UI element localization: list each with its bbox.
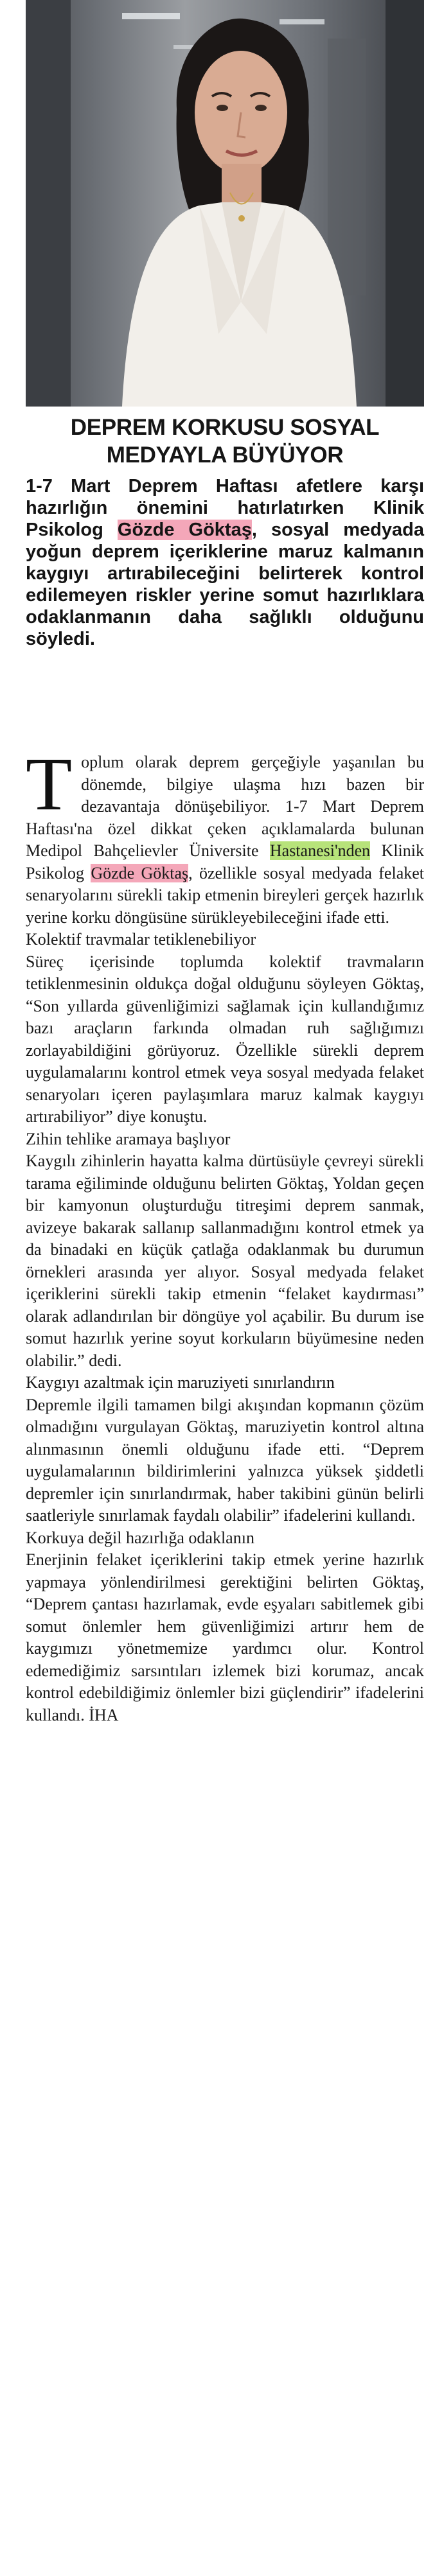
intro-text-3: , özellikle sosyal medyada felaket senaryolarını sürekli takip etmenin bireyleri gerçek hazırlık yerine korku döngüsüne sürükleyebileceğini ifade etti. <box>26 863 424 927</box>
drop-cap: T <box>26 742 73 826</box>
intro-paragraph <box>26 742 424 929</box>
section-paragraph: Kaygılı zihinlerin hayatta kalma dürtüsüyle çevreyi sürekli tarama eğiliminde olduğunu belirten Göktaş, Yoldan geçen bir kamyonun oluşturduğu titreşimi deprem sanmak, avizeye bakarak sallanıp sallanmadığını kontrol etmek ya da binadaki en küçük çatlağa odaklanmak bu durumun örnekleri arasında yer alıyor. Sosyal medyada felaket içeriklerini sürekli takip etmenin “felaket kaydırması” olarak adlandırılan bir döngüye yol açabilir. Bu durum ise somut hazırlık yerine soyut korkuların büyümesine neden olabilir.” dedi. <box>26 1152 424 1370</box>
lead-text-1: 1-7 Mart Deprem Haftası afetlere karşı hazırlığın önemini hatırlatırken Klinik Psikolog <box>26 476 424 540</box>
section-subhead: Zihin tehlike aramaya başlıyor <box>26 1129 231 1148</box>
lead-paragraph <box>26 475 424 650</box>
headline: DEPREM KORKUSU SOSYAL MEDYAYLA BÜYÜYOR <box>70 415 380 468</box>
intro-text-2: Klinik Psikolog <box>26 841 424 882</box>
section-paragraph: Depremle ilgili tamamen bilgi akışından kopmanın çözüm olmadığını vurgulayan Göktaş, maruziyetin kontrol altına alınmasının önemli olduğunu ifade etti. “Deprem uygulamalarının bildirimlerini yalnızca yüksek şiddetli depremler için sınırlandırmak, haber takibini günün belirli saatleriyle sınırlamak faydalı olabilir” ifadelerini kullandı. <box>26 1395 424 1525</box>
section-subhead: Korkuya değil hazırlığa odaklanın <box>26 1528 254 1547</box>
section-subhead: Kaygıyı azaltmak için maruziyeti sınırlandırın <box>26 1373 335 1392</box>
section-paragraph: Süreç içerisinde toplumda kolektif travmaların tetiklenmesinin oldukça doğal olduğunu söyleyen Göktaş, “Son yıllarda güvenliğimizi sağlamak için kullandığımız bazı araçların farkında olmadan ruh sağlığımızı zorlayabildiğini görüyoruz. Özellikle sürekli deprem uygulamalarını kontrol etmek veya sosyal medyada felaket senaryoları içeren paylaşımlara maruz kalmak kaygıyı artırabiliyor” diye konuştu. <box>26 952 424 1126</box>
lead-highlighted-name: Gözde Göktaş <box>117 520 252 540</box>
intro-highlighted-name: Gözde Göktaş <box>91 863 189 882</box>
lead-text-2: , sosyal medyada yoğun deprem içeriklerine maruz kalmanın kaygıyı artırabileceğini belirterek kontrol edilemeyen riskler yerine somut hazırlıklara odaklanmanın daha sağlıklı olduğunu söyledi. <box>26 520 424 649</box>
section-subhead: Kolektif travmalar tetiklenebiliyor <box>26 930 256 949</box>
portrait-photo <box>26 0 424 407</box>
section-paragraph: Enerjinin felaket içeriklerini takip etmek yerine hazırlık yapmaya yönlendirilmesi gerektiğini belirten Göktaş, “Deprem çantası hazırlamak, evde eşyaları sabitlemek gibi somut önlemler hem güvenliğimizi artırır hem de kaygımızı yönetmemize yardımcı olur. Kontrol edemediğimiz sarsıntıları izlemek bizi korumaz, ancak kontrol edebildiğimiz önlemler bizi güçlendirir” ifadelerini kullandı. İHA <box>26 1550 424 1724</box>
intro-highlighted-hospital: Hastanesi'nden <box>269 841 371 860</box>
intro-text-1: oplum olarak deprem gerçeğiyle yaşanılan bu dönemde, bilgiye ulaşma hızı bazen bir dezavantaja dönüşebiliyor. 1-7 Mart Deprem Haftası'na özel dikkat çeken açıklamalarda bulunan Medipol Bahçelievler Üniversite <box>26 753 424 860</box>
article-body <box>26 742 424 1726</box>
